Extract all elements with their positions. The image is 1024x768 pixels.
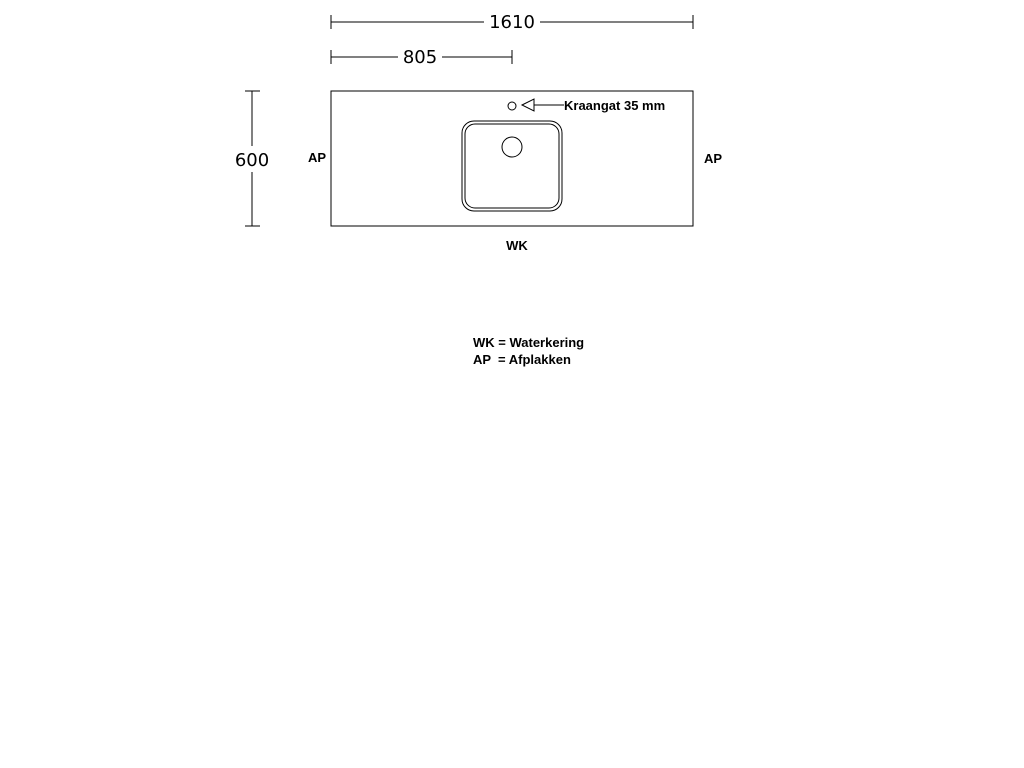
tap-hole-arrow: [522, 99, 564, 111]
right-edge-label: AP: [704, 151, 723, 166]
sink-basin: [462, 121, 562, 211]
drain-hole: [502, 137, 522, 157]
tap-hole-label: Kraangat 35 mm: [564, 98, 666, 113]
half-width-dimension: [331, 47, 512, 68]
total-width-value: 1610: [489, 12, 535, 33]
depth-value: 600: [234, 150, 270, 171]
front-edge-label: WK: [506, 238, 528, 253]
legend-line-wk: WK = Waterkering: [473, 335, 585, 350]
half-width-value: 805: [402, 47, 438, 68]
total-width-dimension: [331, 12, 693, 33]
tap-hole: [508, 102, 516, 110]
legend-line-ap: AP = Afplakken: [473, 352, 571, 367]
legend: [473, 335, 584, 367]
left-edge-label: AP: [308, 150, 327, 165]
depth-dimension: [235, 91, 269, 226]
